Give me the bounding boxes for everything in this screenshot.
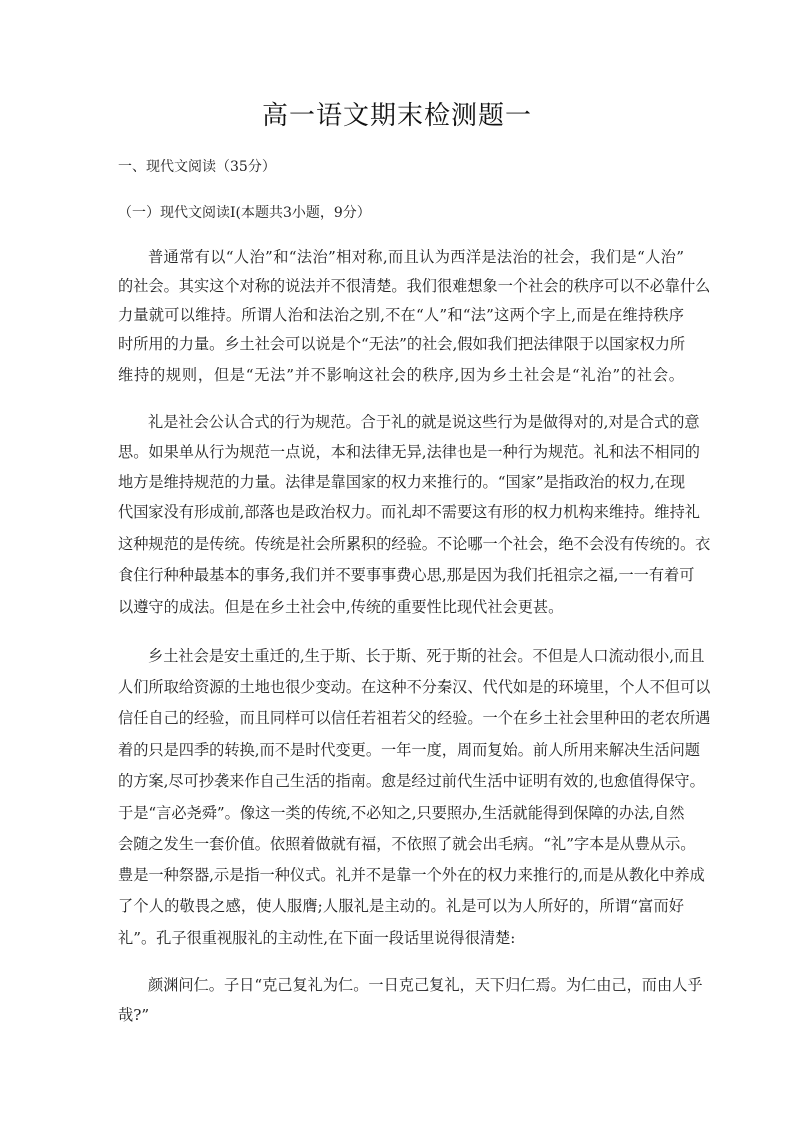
paragraph-line: 于是“言必尧舜”。像这一类的传统,不必知之,只要照办,生活就能得到保障的办法,自然 xyxy=(118,804,685,822)
paragraph-line: 乡土社会是安土重迁的,生于斯、长于斯、死于斯的社会。不但是人口流动很小,而且 xyxy=(148,647,705,665)
paragraph-line: 时所用的力量。乡土社会可以说是个“无法”的社会,假如我们把法律限于以国家权力所 xyxy=(118,335,686,353)
paragraph-line: 这种规范的是传统。传统是社会所累积的经验。不论哪一个社会，绝不会没有传统的。衣 xyxy=(118,535,711,553)
paragraph-line: 了个人的敬畏之感，使人服膺;人服礼是主动的。礼是可以为人所好的，所谓“富而好 xyxy=(118,897,684,915)
paragraph-line: 食住行种种最基本的事务,我们并不要事事费心思,那是因为我们托祖宗之福,一一有着可 xyxy=(118,566,695,584)
paragraph-line: 着的只是四季的转换,而不是时代变更。一年一度，周而复始。前人所用来解决生活问题 xyxy=(118,741,700,759)
subsection-heading: （一）现代文阅读Ⅰ(本题共3小题，9分） xyxy=(118,205,371,221)
paragraph-line: 哉?” xyxy=(118,1006,150,1024)
paragraph-line: 豊是一种祭器,示是指一种仪式。礼并不是靠一个外在的权力来推行的,而是从教化中养成 xyxy=(118,866,705,884)
paragraph-line: 普通常有以“人治”和“法治”相对称,而且认为西洋是法治的社会，我们是“人治” xyxy=(148,248,684,266)
paragraph-line: 思。如果单从行为规范一点说，本和法律无异,法律也是一种行为规范。礼和法不相同的 xyxy=(118,443,700,461)
paragraph-line: 力量就可以维持。所谓人治和法治之别,不在“人”和“法”这两个字上,而是在维持秩序 xyxy=(118,306,684,324)
paragraph-line: 以遵守的成法。但是在乡土社会中,传统的重要性比现代社会更甚。 xyxy=(118,598,564,616)
paragraph-line: 代国家没有形成前,部落也是政治权力。而礼却不需要这有形的权力机构来维持。维持礼 xyxy=(118,503,700,521)
paragraph-line: 颜渊问仁。子日“克己复礼为仁。一日克己复礼，天下归仁焉。为仁由己，而由人乎 xyxy=(148,976,703,994)
paragraph-line: 礼”。孔子很重视服礼的主动性,在下面一段话里说得很清楚: xyxy=(118,929,516,947)
section-heading: 一、现代文阅读（35分） xyxy=(118,159,276,175)
paragraph-line: 会随之发生一套价值。依照着做就有福，不依照了就会出毛病。“礼”字本是从豊从示。 xyxy=(118,835,696,853)
paragraph-line: 信任自己的经验，而且同样可以信任若祖若父的经验。一个在乡土社会里种田的老农所遇 xyxy=(118,709,711,727)
paragraph-line: 地方是维持规范的力量。法律是靠国家的权力来推行的。“国家”是指政治的权力,在现 xyxy=(118,473,686,491)
paragraph-line: 人们所取给资源的土地也很少变动。在这种不分秦汉、代代如是的环境里，个人不但可以 xyxy=(118,678,711,696)
paragraph-line: 维持的规则，但是“无法”并不影响这社会的秩序,因为乡土社会是“礼治”的社会。 xyxy=(118,366,684,384)
paragraph-line: 礼是社会公认合式的行为规范。合于礼的就是说这些行为是做得对的,对是合式的意 xyxy=(148,413,700,431)
paragraph-line: 的社会。其实这个对称的说法并不很清楚。我们很难想象一个社会的秩序可以不必靠什么 xyxy=(118,277,711,295)
paragraph-line: 的方案,尽可抄袭来作自己生活的指南。愈是经过前代生活中证明有效的,也愈值得保守。 xyxy=(118,772,705,790)
document-title: 高一语文期末检测题一 xyxy=(261,101,532,131)
